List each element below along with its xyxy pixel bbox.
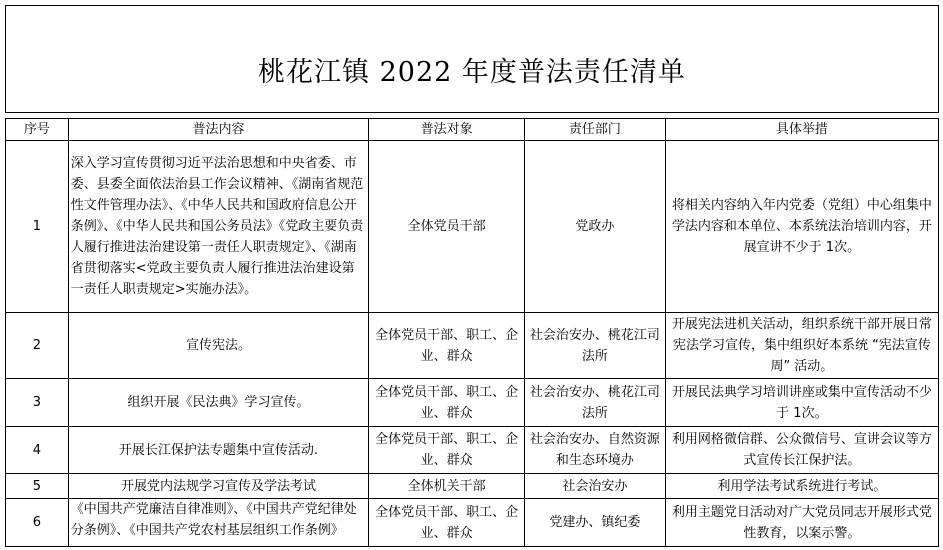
row-number: 3 xyxy=(6,379,69,427)
content-cell: 深入学习宣传贯彻习近平法治思想和中央省委、市委、县委全面依法治县工作会议精神、《湖南省规范性文件管理办法》、《中华人民共和国政府信息公开条例》、《中华人民共和国公务员法》《党政主要负责人履行推进法治建设第一责任人职责规定》、《湖南省贯彻落实<党政主要负责人履行推进法治建设第一责任人职责规定>实施办法》。 xyxy=(68,141,369,313)
dept-cell: 党建办、镇纪委 xyxy=(525,499,666,547)
row-number: 4 xyxy=(6,427,69,474)
content-cell: 宣传宪法。 xyxy=(68,313,369,379)
target-cell: 全体机关干部 xyxy=(369,474,525,499)
row-number: 2 xyxy=(6,313,69,379)
table-row xyxy=(6,379,939,427)
column-header: 序号 xyxy=(6,119,69,141)
target-cell: 全体党员干部、职工、企业、群众 xyxy=(369,313,525,379)
table-row xyxy=(6,499,939,547)
measure-cell: 将相关内容纳入年内党委（党组）中心组集中学法内容和本单位、本系统法治培训内容，开展宣讲不少于 1次。 xyxy=(665,141,938,313)
dept-cell: 社会治安办、自然资源和生态环境办 xyxy=(525,427,666,474)
content-cell: 开展长江保护法专题集中宣传活动. xyxy=(68,427,369,474)
table-row xyxy=(6,427,939,474)
measure-cell: 开展民法典学习培训讲座或集中宣传活动不少于 1次。 xyxy=(665,379,938,427)
dept-cell: 社会治安办、桃花江司法所 xyxy=(525,379,666,427)
target-cell: 全体党员干部、职工、企业、群众 xyxy=(369,499,525,547)
dept-cell: 党政办 xyxy=(525,141,666,313)
target-cell: 全体党员干部、职工、企业、群众 xyxy=(369,427,525,474)
dept-cell: 社会治安办、桃花江司法所 xyxy=(525,313,666,379)
row-number: 5 xyxy=(6,474,69,499)
target-cell: 全体党员干部、职工、企业、群众 xyxy=(369,379,525,427)
measure-cell: 利用主题党日活动对广大党员同志开展形式党性教育，以案示警。 xyxy=(665,499,938,547)
column-header: 责任部门 xyxy=(525,119,666,141)
table-row xyxy=(6,474,939,499)
document-sheet xyxy=(5,5,939,550)
page-title: 桃花江镇 2022 年度普法责任清单 xyxy=(258,56,686,88)
content-cell: 开展党内法规学习宣传及学法考试 xyxy=(68,474,369,499)
row-number: 6 xyxy=(6,499,69,547)
target-cell: 全体党员干部 xyxy=(369,141,525,313)
title-box xyxy=(5,5,939,113)
column-header: 普法对象 xyxy=(369,119,525,141)
measure-cell: 利用网格微信群、公众微信号、宣讲会议等方式宣传长江保护法。 xyxy=(665,427,938,474)
content-cell xyxy=(68,499,369,547)
table-row xyxy=(6,313,939,379)
measure-cell: 开展宪法进机关活动，组织系统干部开展日常宪法学习宣传，集中组织好本系统 “宪法宣传周” 活动。 xyxy=(665,313,938,379)
column-header: 普法内容 xyxy=(68,119,369,141)
dept-cell: 社会治安办 xyxy=(525,474,666,499)
table-header-row xyxy=(6,119,939,141)
content-text: 《中国共产党廉洁自律准则》、《中国共产党纪律处分条例》、《中国共产党农村基层组织工作条例》 xyxy=(70,502,357,538)
column-header: 具体举措 xyxy=(665,119,938,141)
table-row xyxy=(6,141,939,313)
row-number: 1 xyxy=(6,141,69,313)
responsibility-table xyxy=(5,118,939,547)
measure-cell: 利用学法考试系统进行考试。 xyxy=(665,474,938,499)
content-cell: 组织开展《民法典》学习宣传。 xyxy=(68,379,369,427)
